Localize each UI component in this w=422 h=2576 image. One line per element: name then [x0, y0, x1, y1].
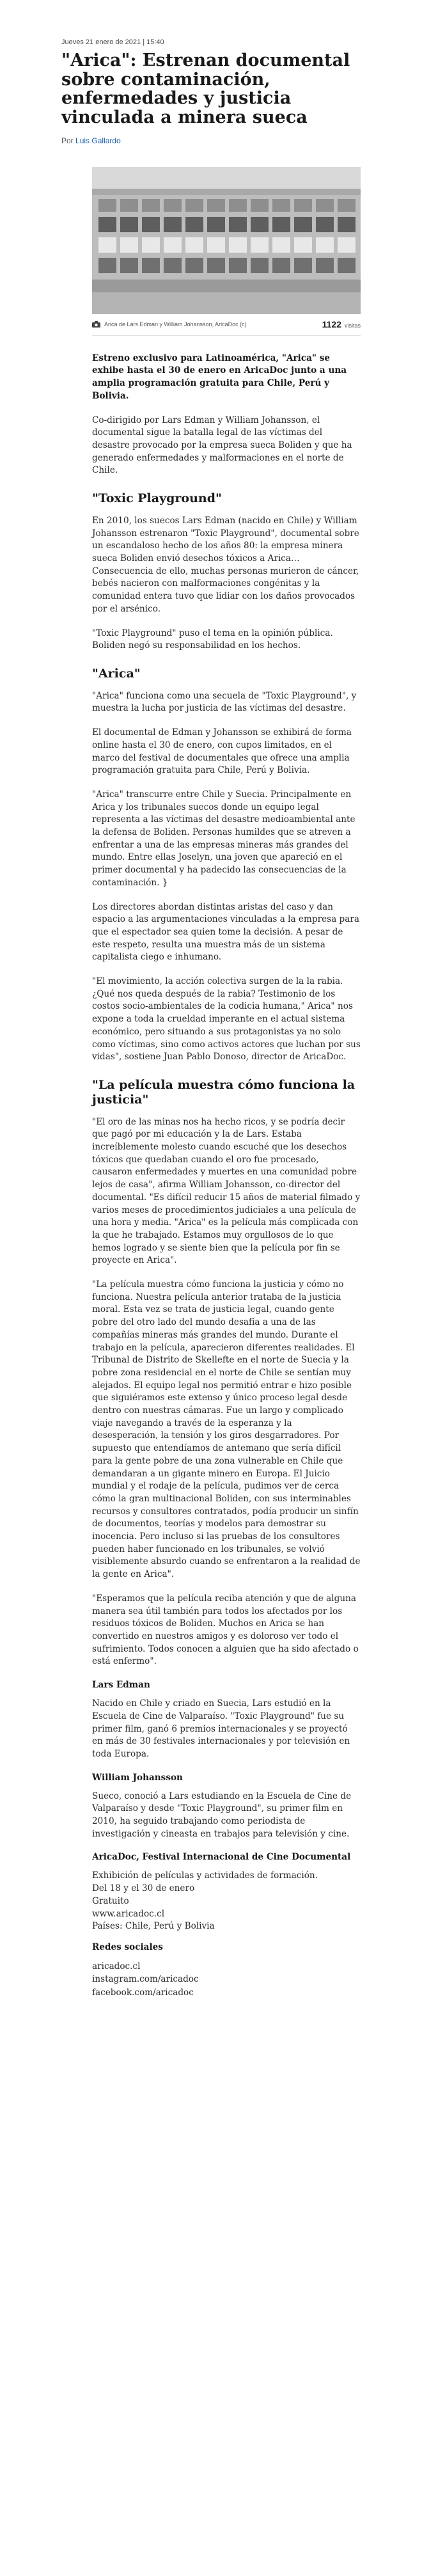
- article-photo: [92, 167, 361, 314]
- article-figure: [92, 167, 361, 336]
- paragraph: Los directores abordan distintas aristas del caso y dan espacio a las argumentaciones vinculadas a la empresa para que el espectador sea quien tome la decisión. A pesar de este respeto, resulta una muestra más de un sistema capitalista ciego e inhumano.: [92, 901, 359, 963]
- byline: [61, 136, 361, 145]
- section-heading-justicia: "La película muestra cómo funciona la justicia": [92, 1077, 356, 1107]
- article-date: Jueves 21 enero de 2021 | 15:40: [61, 38, 164, 46]
- festival-line: Gratuito: [92, 1895, 129, 1906]
- byline-prefix: Por: [61, 136, 74, 145]
- visits-label: visitas: [344, 322, 361, 329]
- festival-line: Exhibición de películas y actividades de formación.: [92, 1870, 318, 1881]
- social-links: [92, 1960, 361, 1999]
- bio-heading-lars: Lars Edman: [92, 1680, 150, 1691]
- paragraph: "Arica" funciona como una secuela de "Toxic Playground", y muestra la lucha por justicia de las víctimas del desastre.: [92, 690, 357, 714]
- bio-heading-william: William Johansson: [92, 1772, 183, 1783]
- lead-paragraph: Estreno exclusivo para Latinoamérica, "Arica" se exhibe hasta el 30 de enero en AricaDoc junto a una amplia programación gratuita para Chile, Perú y Bolivia.: [92, 352, 347, 401]
- festival-line: Del 18 y el 30 de enero: [92, 1883, 195, 1894]
- author-link[interactable]: Luis Gallardo: [75, 136, 121, 145]
- section-heading-toxic-playground: "Toxic Playground": [92, 491, 222, 506]
- paragraph: "Toxic Playground" puso el tema en la opinión pública. Boliden negó su responsabilidad en los hechos.: [92, 628, 333, 651]
- section-heading-arica: "Arica": [92, 666, 141, 681]
- paragraph: Sueco, conoció a Lars estudiando en la Escuela de Cine de Valparaíso y desde "Toxic Playground", su primer film en 2010, ha seguido trabajando como periodista de investigación y cineasta en trabajos para televisión y cine.: [92, 1790, 352, 1839]
- festival-info: [92, 1870, 361, 1933]
- photo-caption: [92, 321, 247, 328]
- article-title: "Arica": Estrenan documental sobre contaminación, enfermedades y justicia vinculada a minera sueca: [61, 51, 350, 128]
- social-link-facebook[interactable]: facebook.com/aricadoc: [92, 1987, 194, 1998]
- social-heading: Redes sociales: [92, 1941, 163, 1952]
- paragraph: "Arica" transcurre entre Chile y Suecia. Principalmente en Arica y los tribunales suecos donde un equipo legal representa a las víctimas del desastre medioambiental ante la defensa de Boliden. Personas humildes que se atreven a enfrentar a una de las empresas mineras más grandes del mundo. Entre ellas Joselyn, una joven que apareció en el primer documental y ha padecido las consecuencias de la contaminación. }: [92, 789, 356, 888]
- paragraph: "El oro de las minas nos ha hecho ricos, y se podría decir que pagó por mi educación y la de Lars. Estaba increíblemente molesto cuando escuché que los desechos tóxicos que quedaban cuando el oro fue procesado, causaron enfermedades y muertes en una comunidad pobre lejos de casa", afirma William Johansson, co-director del documental. "Es difícil reducir 15 años de material filmado y varios meses de procedimientos judiciales a una película de una hora y media. "Arica" es la película más complicada con la que he trabajado. Estamos muy orgullosos de lo que hemos logrado y se siente bien que la película por fin se proyecte en Arica".: [92, 1116, 361, 1266]
- visits-counter: [322, 319, 361, 329]
- paragraph: Nacido en Chile y criado en Suecia, Lars estudió en la Escuela de Cine de Valparaíso. "Toxic Playground" fue su primer film, ganó 6 premios internacionales y se proyectó en más de 30 festivales internacionales y por televisión en toda Europa.: [92, 1698, 350, 1759]
- paragraph: "El movimiento, la acción colectiva surgen de la la rabia. ¿Qué nos queda después de la rabia? Testimonio de los costos socio-ambientales de la codicia humana," Arica" nos expone a toda la crueldad imperante en el actual sistema económico, pero situando a sus protagonistas ya no solo como víctimas, sino como activos actores que luchan por sus vidas", sostiene Juan Pablo Donoso, director de AricaDoc.: [92, 976, 361, 1063]
- paragraph: Co-dirigido por Lars Edman y William Johansson, el documental sigue la batalla legal de las víctimas del desastre provocado por la empresa sueca Boliden y que ha generado enfermedades y malformaciones en el norte de Chile.: [92, 415, 352, 476]
- festival-line: www.aricadoc.cl: [92, 1908, 165, 1919]
- figure-meta: [92, 314, 361, 336]
- paragraph: "Esperamos que la película reciba atención y que de alguna manera sea útil también para todos los afectados por los residuos tóxicos de Boliden. Muchos en Arica se han convertido en nuestros amigos y es doloroso ver todo el sufrimiento. Todos conocen a alguien que ha sido afectado o está enfermo".: [92, 1593, 359, 1667]
- paragraph: En 2010, los suecos Lars Edman (nacido en Chile) y William Johansson estrenaron "Toxic Playground", documental sobre un escandaloso hecho de los años 80: la empresa minera sueca Boliden envió desechos tóxicos a Arica… Consecuencia de ello, muchas personas murieron de cáncer, bebés nacieron con malformaciones congénitas y la comunidad entera tuvo que lidiar con los daños provocados por el arsénico.: [92, 515, 359, 614]
- social-link-instagram[interactable]: instagram.com/aricadoc: [92, 1974, 199, 1985]
- festival-heading: AricaDoc, Festival Internacional de Cine Documental: [92, 1852, 351, 1863]
- paragraph: "La película muestra cómo funciona la justicia y cómo no funciona. Nuestra película anterior trataba de la justicia moral. Esta vez se trata de justicia legal, cuando gente pobre del otro lado del mundo desafía a una de las compañías mineras más grandes del mundo. Durante el trabajo en la película, aparecieron diferentes realidades. El Tribunal de Distrito de Skelleftе en el norte de Suecia y la pobre zona residencial en el norte de Chile se sentían muy alejados. El equipo legal nos permitió entrar e hizo posible que siguiéramos este extenso y único proceso legal desde dentro con nuestras cámaras. Fue un largo y complicado viaje navegando a través de la esperanza y la desesperación, la tensión y los giros desgarradores. Por supuesto que entendíamos de antemano que sería difícil para la gente pobre de una zona vulnerable en Chile que demandaran a un gigante minero en Europa. El Juicio mundial y el rodaje de la película, pudimos ver de cerca cómo la gran multinacional Boliden, con sus interminables recursos y consultores contratados, podía producir un sinfín de documentos, teorías y modelos para demostrar su inocencia. Pero incluso si las pruebas de los consultores pueden haber funcionado en los tribunales, se volvió visiblemente absurdo cuando se enfrentaron a la realidad de la gente en Arica".: [92, 1279, 361, 1580]
- article-body: [92, 352, 361, 1999]
- paragraph: El documental de Edman y Johansson se exhibirá de forma online hasta el 30 de enero, con cupos limitados, en el marco del festival de documentales que ofrece una amplia programación gratuita para Chile, Perú y Bolivia.: [92, 727, 352, 776]
- social-link-web[interactable]: aricadoc.cl: [92, 1961, 141, 1972]
- visits-count: 1122: [322, 319, 341, 330]
- photo-caption-text: Arica de Lars Edman y William Johansson, AricaDoc (c): [104, 321, 247, 328]
- festival-line: Países: Chile, Perú y Bolivia: [92, 1921, 215, 1932]
- camera-icon: [92, 321, 100, 328]
